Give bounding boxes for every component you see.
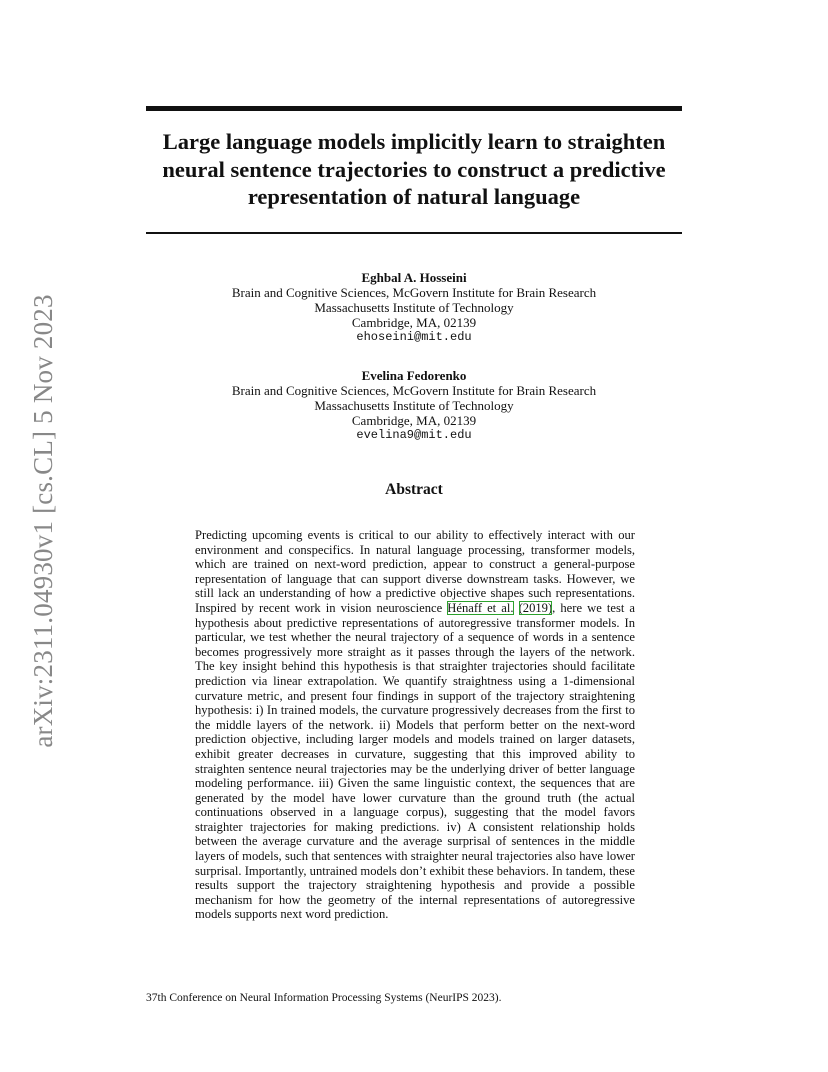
author-city: Cambridge, MA, 02139 <box>351 413 477 428</box>
title-bottom-rule <box>146 232 682 234</box>
paper-title: Large language models implicitly learn to straighten neural sentence trajectories to construct a predictive representation of natural language <box>162 129 666 209</box>
abstract-heading: Abstract <box>385 481 443 498</box>
author-email[interactable]: evelina9@mit.edu <box>356 428 472 442</box>
abstract-text-part: , here we test a hypothesis about predictive representations of autoregressive transformer models. In particular, we test whether the neural trajectory of a sequence of words in a sentence becomes progressively more straight as it passes through the layers of the network. The key insight behind this hypothesis is that straighter trajectories should facilitate prediction via linear extrapolation. We quantify straightness using a 1-dimensional curvature metric, and present four findings in support of the trajectory straightening hypothesis: i) In trained models, the curvature progressively decreases from the first to the middle layers of the network. ii) Models that perform better on the next-word prediction objective, including larger models and models trained on larger datasets, exhibit greater decreases in curvature, suggesting that this improved ability to straighten sentence neural trajectories may be the underlying driver of better language modeling performance. iii) Given the same linguistic context, the sequences that are generated by the model have lower curvature than the ground truth (the actual continuations observed in a language corpus), suggesting that the model favors straighter trajectories for making predictions. iv) A consistent relationship holds between the average curvature and the average surprisal of sentences in the middle layers of models, such that sentences with straighter neural trajectories also have lower surprisal. Importantly, untrained models don’t exhibit these behaviors. In tandem, these results support the trajectory straightening hypothesis and provide a possible mechanism for how the geometry of the internal representations of autoregressive models supports next word prediction. <box>195 600 636 922</box>
abstract-text-part: Predicting upcoming events is critical to our ability to effectively interact with our environment and conspecifics. In natural language processing, transformer models, which are trained on next-word prediction, appear to construct a general-purpose representation of language that can support diverse downstream tasks. However, we still lack an understanding of how a predictive objective shapes such representations. Inspired by recent work in vision neuroscience <box>195 528 635 615</box>
author-block <box>146 270 682 345</box>
author-institution: Massachusetts Institute of Technology <box>314 300 514 315</box>
author-block <box>146 368 682 443</box>
citation-separator <box>514 601 519 615</box>
title-top-rule <box>146 106 682 111</box>
author-name: Eghbal A. Hosseini <box>361 270 467 285</box>
author-affiliation: Brain and Cognitive Sciences, McGovern Institute for Brain Research <box>231 285 597 300</box>
conference-footnote: 37th Conference on Neural Information Processing Systems (NeurIPS 2023). <box>146 992 502 1004</box>
citation-year-link[interactable]: (2019) <box>518 600 553 615</box>
arxiv-identifier: arXiv:2311.04930v1 [cs.CL] 5 Nov 2023 <box>28 294 58 748</box>
author-affiliation: Brain and Cognitive Sciences, McGovern Institute for Brain Research <box>231 383 597 398</box>
author-institution: Massachusetts Institute of Technology <box>314 398 514 413</box>
author-name: Evelina Fedorenko <box>361 368 467 383</box>
author-city: Cambridge, MA, 02139 <box>351 315 477 330</box>
abstract-text <box>195 528 635 922</box>
citation-link[interactable]: Hénaff et al. <box>447 600 514 615</box>
author-email[interactable]: ehoseini@mit.edu <box>356 330 472 344</box>
